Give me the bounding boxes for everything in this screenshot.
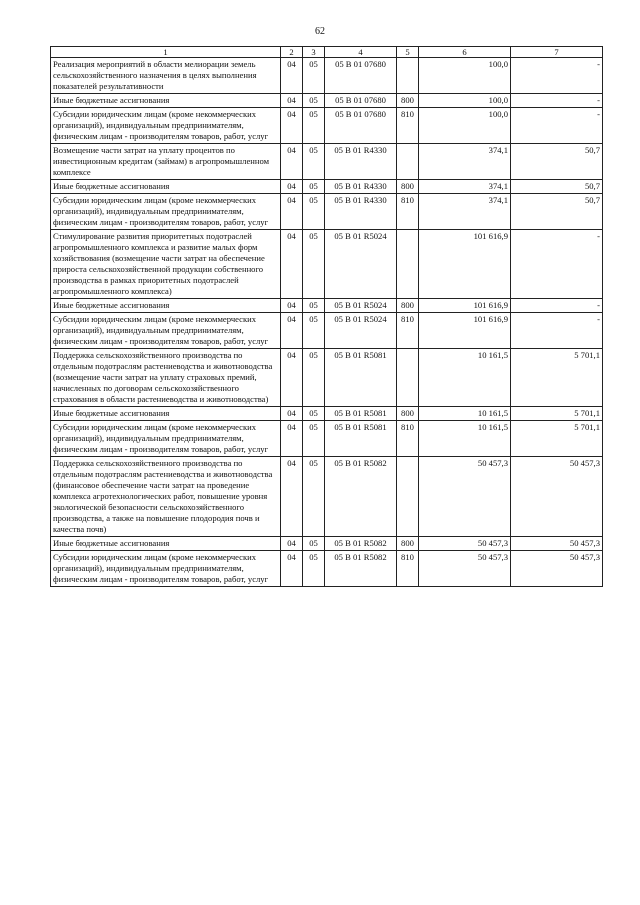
section-code-cell: 04 <box>281 94 303 108</box>
expense-type-cell: 810 <box>397 108 419 144</box>
amount-cell-year2: - <box>511 230 603 299</box>
target-article-cell: 05 В 01 R5082 <box>325 551 397 587</box>
name-cell: Иные бюджетные ассигнования <box>51 537 281 551</box>
header-cell-5: 5 <box>397 47 419 58</box>
expense-type-cell: 810 <box>397 551 419 587</box>
budget-table <box>50 46 603 587</box>
name-cell: Субсидии юридическим лицам (кроме некоммерческих организаций), индивидуальным предпринимателям, физическим лицам - производителям товаров, работ, услуг <box>51 313 281 349</box>
name-cell: Субсидии юридическим лицам (кроме некоммерческих организаций), индивидуальным предпринимателям, физическим лицам - производителям товаров, работ, услуг <box>51 551 281 587</box>
amount-cell-year2: 50 457,3 <box>511 537 603 551</box>
amount-cell-year1: 50 457,3 <box>419 551 511 587</box>
amount-cell-year1: 100,0 <box>419 94 511 108</box>
subsection-code-cell: 05 <box>303 180 325 194</box>
amount-cell-year1: 10 161,5 <box>419 421 511 457</box>
table-row <box>51 313 603 349</box>
name-cell: Иные бюджетные ассигнования <box>51 94 281 108</box>
name-cell: Иные бюджетные ассигнования <box>51 407 281 421</box>
table-row <box>51 299 603 313</box>
target-article-cell: 05 В 01 R5024 <box>325 313 397 349</box>
section-code-cell: 04 <box>281 180 303 194</box>
amount-cell-year2: 50 457,3 <box>511 457 603 537</box>
amount-cell-year2: - <box>511 58 603 94</box>
amount-cell-year1: 10 161,5 <box>419 407 511 421</box>
section-code-cell: 04 <box>281 313 303 349</box>
target-article-cell: 05 В 01 R5081 <box>325 407 397 421</box>
expense-type-cell: 800 <box>397 299 419 313</box>
subsection-code-cell: 05 <box>303 551 325 587</box>
amount-cell-year2: 5 701,1 <box>511 421 603 457</box>
name-cell: Иные бюджетные ассигнования <box>51 180 281 194</box>
amount-cell-year2: 50,7 <box>511 144 603 180</box>
section-code-cell: 04 <box>281 194 303 230</box>
expense-type-cell: 800 <box>397 407 419 421</box>
amount-cell-year1: 101 616,9 <box>419 299 511 313</box>
expense-type-cell: 800 <box>397 537 419 551</box>
table-header-row <box>51 47 603 58</box>
subsection-code-cell: 05 <box>303 537 325 551</box>
table-row <box>51 537 603 551</box>
header-cell-6: 6 <box>419 47 511 58</box>
subsection-code-cell: 05 <box>303 313 325 349</box>
target-article-cell: 05 В 01 R5082 <box>325 457 397 537</box>
header-cell-1: 1 <box>51 47 281 58</box>
name-cell: Возмещение части затрат на уплату процентов по инвестиционным кредитам (займам) в агропромышленном комплексе <box>51 144 281 180</box>
subsection-code-cell: 05 <box>303 299 325 313</box>
expense-type-cell <box>397 144 419 180</box>
target-article-cell: 05 В 01 07680 <box>325 58 397 94</box>
name-cell: Поддержка сельскохозяйственного производства по отдельным подотраслям растениеводства и животноводства (финансовое обеспечение части затрат на проведение комплекса агротехнологических работ, повышение уровня экологической безопасности сельскохозяйственного производства, а также на повышение плодородия почв и качества почв) <box>51 457 281 537</box>
expense-type-cell <box>397 58 419 94</box>
amount-cell-year1: 100,0 <box>419 108 511 144</box>
amount-cell-year2: - <box>511 94 603 108</box>
subsection-code-cell: 05 <box>303 407 325 421</box>
amount-cell-year2: - <box>511 108 603 144</box>
amount-cell-year1: 101 616,9 <box>419 230 511 299</box>
header-cell-2: 2 <box>281 47 303 58</box>
expense-type-cell <box>397 349 419 407</box>
expense-type-cell: 810 <box>397 194 419 230</box>
section-code-cell: 04 <box>281 299 303 313</box>
amount-cell-year1: 374,1 <box>419 194 511 230</box>
amount-cell-year1: 374,1 <box>419 144 511 180</box>
amount-cell-year1: 10 161,5 <box>419 349 511 407</box>
name-cell: Реализация мероприятий в области мелиорации земель сельскохозяйственного назначения в целях выполнения показателей результативности <box>51 58 281 94</box>
subsection-code-cell: 05 <box>303 457 325 537</box>
section-code-cell: 04 <box>281 144 303 180</box>
table-row <box>51 194 603 230</box>
amount-cell-year1: 100,0 <box>419 58 511 94</box>
table-row <box>51 407 603 421</box>
section-code-cell: 04 <box>281 407 303 421</box>
table-row <box>51 108 603 144</box>
table-row <box>51 180 603 194</box>
header-cell-3: 3 <box>303 47 325 58</box>
expense-type-cell: 810 <box>397 313 419 349</box>
subsection-code-cell: 05 <box>303 349 325 407</box>
subsection-code-cell: 05 <box>303 108 325 144</box>
expense-type-cell: 800 <box>397 180 419 194</box>
target-article-cell: 05 В 01 R4330 <box>325 194 397 230</box>
name-cell: Субсидии юридическим лицам (кроме некоммерческих организаций), индивидуальным предпринимателям, физическим лицам - производителям товаров, работ, услуг <box>51 108 281 144</box>
section-code-cell: 04 <box>281 230 303 299</box>
amount-cell-year1: 374,1 <box>419 180 511 194</box>
amount-cell-year2: 50,7 <box>511 194 603 230</box>
subsection-code-cell: 05 <box>303 230 325 299</box>
amount-cell-year1: 50 457,3 <box>419 457 511 537</box>
name-cell: Субсидии юридическим лицам (кроме некоммерческих организаций), индивидуальным предпринимателям, физическим лицам - производителям товаров, работ, услуг <box>51 421 281 457</box>
target-article-cell: 05 В 01 07680 <box>325 94 397 108</box>
table-row <box>51 421 603 457</box>
amount-cell-year1: 101 616,9 <box>419 313 511 349</box>
target-article-cell: 05 В 01 R4330 <box>325 180 397 194</box>
table-row <box>51 457 603 537</box>
table-body <box>51 58 603 587</box>
subsection-code-cell: 05 <box>303 421 325 457</box>
expense-type-cell: 800 <box>397 94 419 108</box>
table-row <box>51 58 603 94</box>
name-cell: Стимулирование развития приоритетных подотраслей агропромышленного комплекса и развитие малых форм хозяйствования (возмещение части затрат на обеспечение прироста сельскохозяйственной продукции собственного производства в рамках приоритетных подотраслей агропромышленного комплекса) <box>51 230 281 299</box>
subsection-code-cell: 05 <box>303 94 325 108</box>
target-article-cell: 05 В 01 R4330 <box>325 144 397 180</box>
amount-cell-year2: 50 457,3 <box>511 551 603 587</box>
target-article-cell: 05 В 01 R5082 <box>325 537 397 551</box>
name-cell: Иные бюджетные ассигнования <box>51 299 281 313</box>
table-row <box>51 230 603 299</box>
section-code-cell: 04 <box>281 457 303 537</box>
target-article-cell: 05 В 01 R5024 <box>325 299 397 313</box>
page-number: 62 <box>315 26 325 37</box>
header-cell-7: 7 <box>511 47 603 58</box>
section-code-cell: 04 <box>281 108 303 144</box>
section-code-cell: 04 <box>281 58 303 94</box>
table-row <box>51 349 603 407</box>
amount-cell-year2: - <box>511 313 603 349</box>
amount-cell-year2: - <box>511 299 603 313</box>
name-cell: Субсидии юридическим лицам (кроме некоммерческих организаций), индивидуальным предпринимателям, физическим лицам - производителям товаров, работ, услуг <box>51 194 281 230</box>
subsection-code-cell: 05 <box>303 58 325 94</box>
amount-cell-year2: 5 701,1 <box>511 349 603 407</box>
subsection-code-cell: 05 <box>303 144 325 180</box>
target-article-cell: 05 В 01 R5081 <box>325 349 397 407</box>
target-article-cell: 05 В 01 R5081 <box>325 421 397 457</box>
section-code-cell: 04 <box>281 421 303 457</box>
target-article-cell: 05 В 01 07680 <box>325 108 397 144</box>
section-code-cell: 04 <box>281 551 303 587</box>
table-row <box>51 551 603 587</box>
table-row <box>51 94 603 108</box>
name-cell: Поддержка сельскохозяйственного производства по отдельным подотраслям растениеводства и животноводства (возмещение части затрат на уплату страховых премий, начисленных по договорам сельскохозяйственного страхования в области растениеводства и животноводства) <box>51 349 281 407</box>
expense-type-cell <box>397 457 419 537</box>
subsection-code-cell: 05 <box>303 194 325 230</box>
section-code-cell: 04 <box>281 537 303 551</box>
expense-type-cell: 810 <box>397 421 419 457</box>
header-cell-4: 4 <box>325 47 397 58</box>
amount-cell-year2: 5 701,1 <box>511 407 603 421</box>
section-code-cell: 04 <box>281 349 303 407</box>
target-article-cell: 05 В 01 R5024 <box>325 230 397 299</box>
expense-type-cell <box>397 230 419 299</box>
amount-cell-year1: 50 457,3 <box>419 537 511 551</box>
amount-cell-year2: 50,7 <box>511 180 603 194</box>
table-row <box>51 144 603 180</box>
